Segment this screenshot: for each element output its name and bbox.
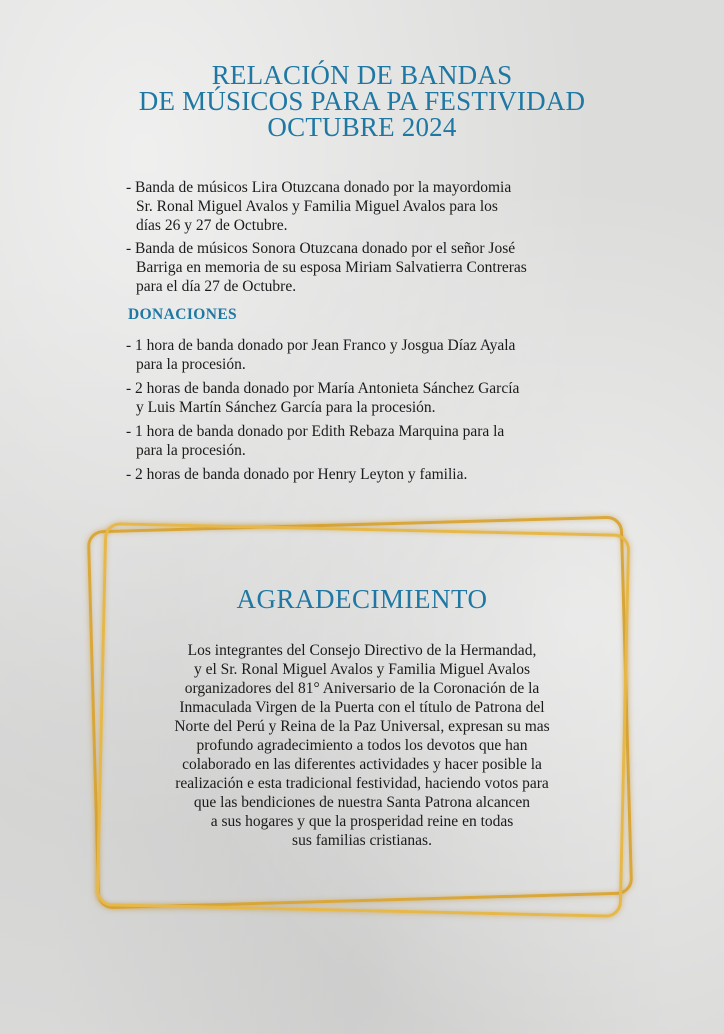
acknowledgement-line: profundo agradecimiento a todos los devotos que han	[196, 737, 528, 754]
donation-item-line: para la procesión.	[136, 356, 246, 373]
page-title-line: RELACIÓN DE BANDAS	[211, 60, 513, 90]
band-item-line: para el día 27 de Octubre.	[136, 278, 297, 295]
page-title	[0, 62, 724, 140]
donation-item-line: para la procesión.	[136, 442, 246, 459]
page-title-line: DE MÚSICOS PARA PA FESTIVIDAD	[138, 86, 586, 116]
acknowledgement-line: Norte del Perú y Reina de la Paz Universal, expresan su mas	[174, 718, 550, 735]
band-item	[126, 178, 606, 235]
acknowledgement-line: que las bendiciones de nuestra Santa Patrona alcancen	[193, 794, 531, 811]
donations-list	[126, 336, 606, 489]
band-item-line: - Banda de músicos Sonora Otuzcana donado por el señor José	[126, 240, 516, 257]
acknowledgement-line: Los integrantes del Consejo Directivo de la Hermandad,	[187, 642, 537, 659]
donation-item	[126, 422, 606, 460]
donation-item-line: - 1 hora de banda donado por Jean Franco y Josgua Díaz Ayala	[126, 337, 516, 354]
band-item-line: Sr. Ronal Miguel Avalos y Familia Miguel Avalos para los	[136, 198, 498, 215]
acknowledgement-line: Inmaculada Virgen de la Puerta con el título de Patrona del	[179, 699, 545, 716]
band-item-line: días 26 y 27 de Octubre.	[136, 217, 288, 234]
acknowledgement-line: a sus hogares y que la prosperidad reine en todas	[210, 813, 514, 830]
donation-item	[126, 336, 606, 374]
acknowledgement-body	[112, 641, 612, 850]
acknowledgement-line: organizadores del 81° Aniversario de la Coronación de la	[184, 680, 540, 697]
page-title-line: OCTUBRE 2024	[267, 112, 457, 142]
acknowledgement-line: colaborado en las diferentes actividades y hacer posible la	[182, 756, 542, 773]
acknowledgement-heading: AGRADECIMIENTO	[236, 584, 488, 614]
donations-heading: DONACIONES	[128, 306, 238, 323]
acknowledgement-line: y el Sr. Ronal Miguel Avalos y Familia Miguel Avalos	[193, 661, 531, 678]
band-item-line: Barriga en memoria de su esposa Miriam Salvatierra Contreras	[136, 259, 527, 276]
donation-item-line: y Luis Martín Sánchez García para la procesión.	[136, 399, 436, 416]
band-item	[126, 239, 606, 296]
band-item-line: - Banda de músicos Lira Otuzcana donado por la mayordomia	[126, 179, 512, 196]
donation-item-line: - 1 hora de banda donado por Edith Rebaza Marquina para la	[126, 423, 505, 440]
acknowledgement-line: realización e esta tradicional festividad, haciendo votos para	[175, 775, 549, 792]
donation-item-line: - 2 horas de banda donado por María Antonieta Sánchez García	[126, 380, 520, 397]
donation-item-line: - 2 horas de banda donado por Henry Leyton y familia.	[126, 466, 468, 483]
acknowledgement-line: sus familias cristianas.	[292, 832, 432, 849]
bands-list	[126, 178, 606, 300]
donation-item	[126, 379, 606, 417]
donation-item	[126, 465, 606, 484]
